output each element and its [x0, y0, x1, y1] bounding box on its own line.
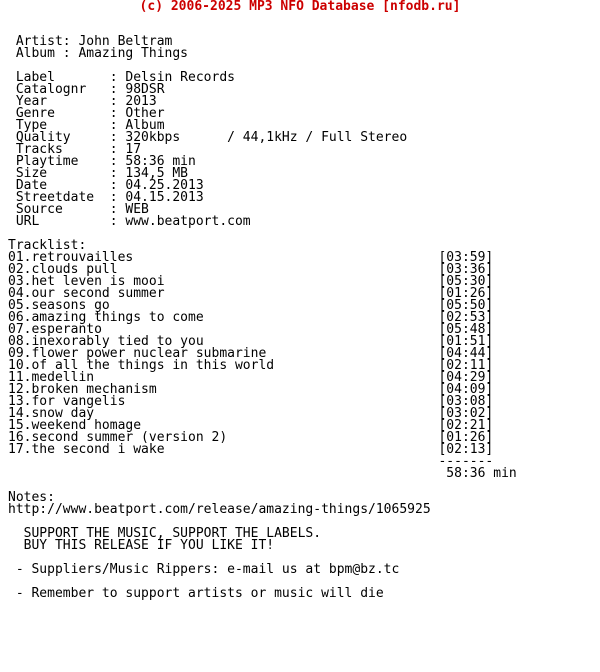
tracklist-row: 01.retrouvailles [03:59]: [8, 250, 494, 265]
nfo-line: Tracklist:: [8, 238, 87, 253]
nfo-line: Label : Delsin Records: [8, 70, 235, 85]
tracklist-row: 11.medellin [04:29]: [8, 370, 494, 385]
nfo-line: Notes:: [8, 490, 55, 505]
tracklist-row: 09.flower power nuclear submarine [04:44]: [8, 346, 494, 361]
nfo-line: - Suppliers/Music Rippers: e-mail us at bpm@bz.tc: [8, 562, 400, 577]
nfo-line: Streetdate : 04.15.2013: [8, 190, 204, 205]
nfo-line: - Remember to support artists or music will die: [8, 586, 384, 601]
release-link: http://www.beatport.com/release/amazing-things/1065925: [8, 502, 431, 517]
nfo-line: Catalognr : 98DSR: [8, 82, 165, 97]
nfo-line: BUY THIS RELEASE IF YOU LIKE IT!: [8, 538, 275, 553]
nfo-line: Source : WEB: [8, 202, 149, 217]
nfo-line: Type : Album: [8, 118, 165, 133]
nfo-line: -------: [8, 454, 494, 469]
tracklist-row: 12.broken mechanism [04:09]: [8, 382, 494, 397]
nfo-line: Playtime : 58:36 min: [8, 154, 196, 169]
tracklist-row: 02.clouds pull [03:36]: [8, 262, 494, 277]
tracklist-row: 15.weekend homage [02:21]: [8, 418, 494, 433]
tracklist-row: 07.esperanto [05:48]: [8, 322, 494, 337]
tracklist-row: 06.amazing things to come [02:53]: [8, 310, 494, 325]
tracklist-row: 04.our second summer [01:26]: [8, 286, 494, 301]
tracklist-row: 10.of all the things in this world [02:11]: [8, 358, 494, 373]
nfo-line: 58:36 min: [8, 466, 517, 481]
nfo-line: Date : 04.25.2013: [8, 178, 204, 193]
nfo-line: URL : www.beatport.com: [8, 214, 251, 229]
nfo-line: Size : 134,5 MB: [8, 166, 189, 181]
nfo-line: SUPPORT THE MUSIC, SUPPORT THE LABELS.: [8, 526, 322, 541]
tracklist-row: 14.snow day [03:02]: [8, 406, 494, 421]
nfo-line: Artist: John Beltram: [8, 34, 173, 49]
copyright-banner: (c) 2006-2025 MP3 NFO Database [nfodb.ru]: [139, 0, 461, 14]
nfo-line: Genre : Other: [8, 106, 165, 121]
nfo-line: Quality : 320kbps / 44,1kHz / Full Stereo: [8, 130, 408, 145]
tracklist-row: 03.het leven is mooi [05:30]: [8, 274, 494, 289]
tracklist-row: 13.for vangelis [03:08]: [8, 394, 494, 409]
nfo-line: Album : Amazing Things: [8, 46, 189, 61]
nfo-line: Year : 2013: [8, 94, 157, 109]
tracklist-row: 17.the second i wake [02:13]: [8, 442, 494, 457]
nfo-line: Tracks : 17: [8, 142, 142, 157]
tracklist-row: 05.seasons go [05:50]: [8, 298, 494, 313]
tracklist-row: 08.inexorably tied to you [01:51]: [8, 334, 494, 349]
tracklist-row: 16.second summer (version 2) [01:26]: [8, 430, 494, 445]
